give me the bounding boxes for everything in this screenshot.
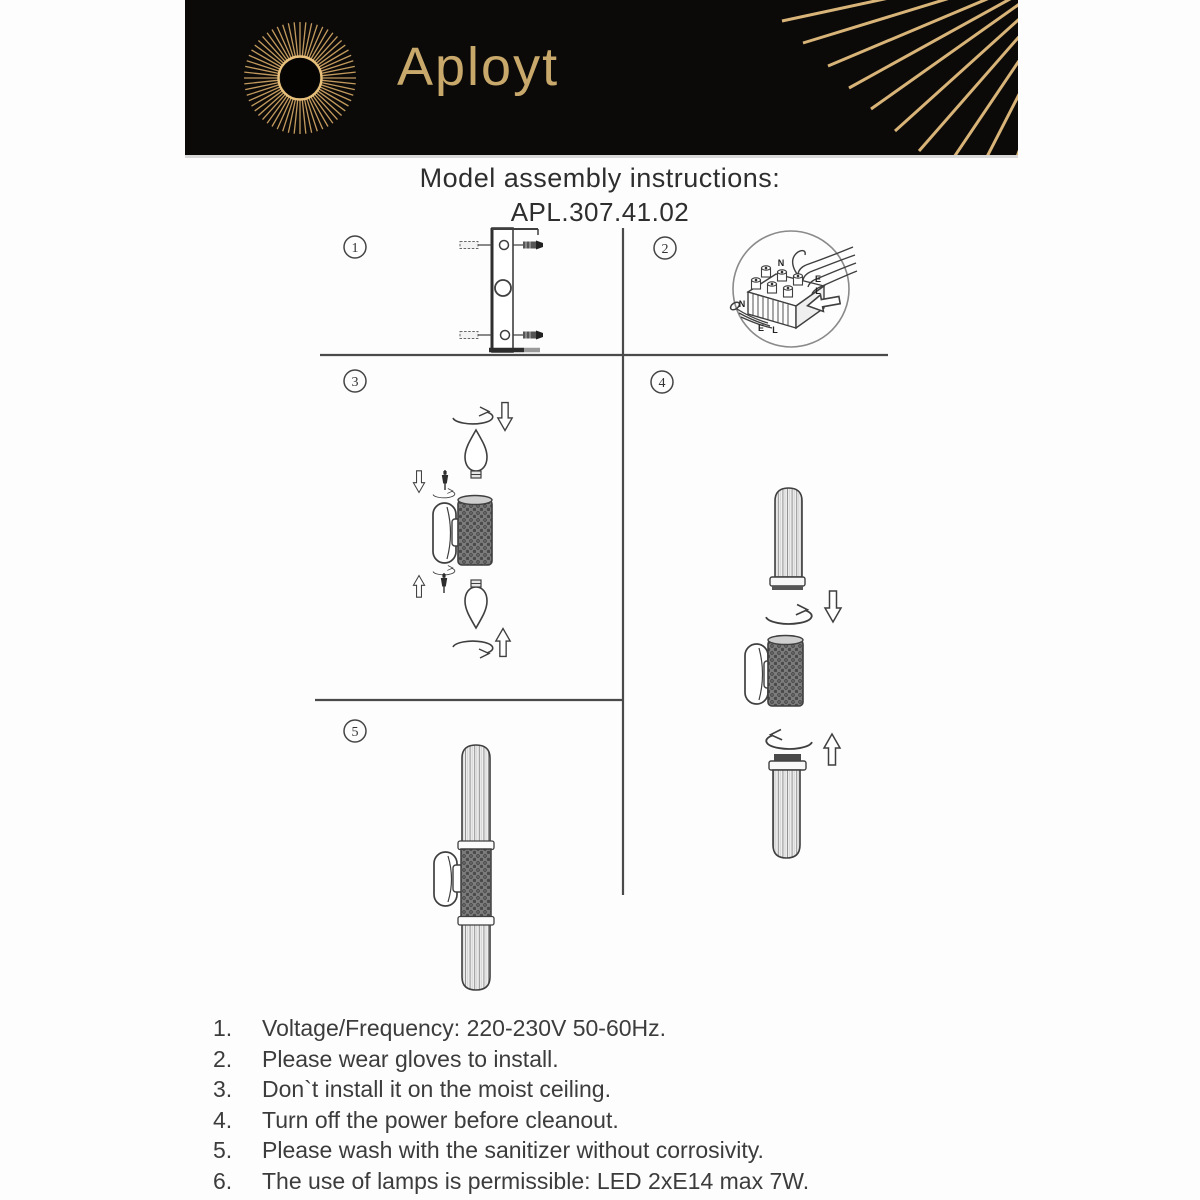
label-l-bottom: L bbox=[772, 325, 778, 335]
svg-text:4: 4 bbox=[658, 376, 666, 391]
instruction-item bbox=[0, 1105, 1200, 1136]
finial-screw bbox=[441, 573, 447, 593]
rotate-arrow-icon bbox=[453, 407, 493, 424]
instruction-number: 1. bbox=[213, 1015, 233, 1041]
brand-logo-text: Aployt bbox=[397, 37, 560, 97]
instruction-item bbox=[0, 1135, 1200, 1166]
bracket-hole-center bbox=[495, 280, 511, 296]
wall-anchor-top bbox=[460, 242, 492, 249]
wall-anchor-bottom bbox=[460, 332, 492, 339]
down-arrow-icon bbox=[498, 403, 512, 431]
instruction-text: Please wash with the sanitizer without corrosivity. bbox=[262, 1137, 764, 1163]
lamp-body bbox=[745, 636, 803, 707]
label-n-bottom: N bbox=[738, 299, 746, 309]
step-5-badge bbox=[344, 720, 366, 742]
step-2-badge bbox=[654, 237, 676, 259]
collar-top bbox=[458, 841, 494, 850]
candle-bulb-top bbox=[465, 430, 487, 478]
fluted-shade-bottom bbox=[769, 754, 806, 858]
instruction-list bbox=[0, 1013, 1200, 1196]
textured-center-shade bbox=[458, 500, 492, 565]
instruction-number: 5. bbox=[213, 1137, 233, 1163]
instruction-item bbox=[0, 1074, 1200, 1105]
up-arrow-icon bbox=[824, 734, 840, 765]
rotate-arrow-icon bbox=[433, 489, 455, 498]
step-2-diagram-wiring bbox=[729, 231, 857, 347]
instruction-item bbox=[0, 1013, 1200, 1044]
svg-text:5: 5 bbox=[351, 725, 359, 740]
down-arrow-icon bbox=[825, 591, 841, 622]
fluted-shade-top bbox=[770, 488, 805, 590]
label-n-top: N bbox=[777, 258, 785, 268]
model-number: APL.307.41.02 bbox=[510, 197, 690, 227]
step-1-badge bbox=[344, 236, 366, 258]
instruction-number: 3. bbox=[213, 1076, 233, 1102]
instruction-text: Please wear gloves to install. bbox=[262, 1045, 559, 1072]
instruction-text: Voltage/Frequency: 220-230V 50-60Hz. bbox=[262, 1015, 667, 1041]
screw-bottom bbox=[513, 331, 543, 340]
svg-text:3: 3 bbox=[351, 375, 359, 390]
rotate-arrow-icon bbox=[766, 730, 812, 749]
step-1-diagram-mounting-bracket bbox=[460, 228, 543, 352]
instruction-item bbox=[0, 1044, 1200, 1075]
instruction-text: The use of lamps is permissible: LED 2xE14 max 7W. bbox=[262, 1167, 810, 1194]
instruction-item bbox=[0, 1166, 1200, 1197]
down-arrow-icon bbox=[413, 471, 424, 493]
collar-bottom bbox=[458, 917, 494, 926]
textured-center-shade bbox=[768, 640, 803, 706]
svg-text:1: 1 bbox=[351, 241, 359, 256]
instruction-text: Turn off the power before cleanout. bbox=[262, 1106, 619, 1133]
instruction-number: 4. bbox=[213, 1106, 233, 1133]
svg-text:2: 2 bbox=[661, 242, 669, 257]
textured-center-shade bbox=[461, 849, 491, 917]
lamp-body bbox=[433, 496, 492, 566]
terminal-block bbox=[748, 266, 824, 328]
bracket-hole-top bbox=[500, 241, 509, 250]
step-4-diagram-shade-assembly bbox=[745, 488, 841, 858]
page-title: Model assembly instructions: bbox=[419, 163, 781, 193]
up-arrow-icon bbox=[413, 576, 424, 598]
instruction-text: Don`t install it on the moist ceiling. bbox=[262, 1076, 611, 1102]
step-3-badge bbox=[344, 370, 366, 392]
instruction-number: 6. bbox=[213, 1167, 233, 1194]
label-e-top: E bbox=[814, 274, 822, 284]
finial-screw bbox=[442, 470, 448, 490]
screw-top bbox=[513, 241, 543, 250]
rotate-arrow-icon bbox=[453, 641, 493, 658]
up-arrow-icon bbox=[496, 629, 510, 657]
bracket-hole-bottom bbox=[501, 331, 510, 340]
step-4-badge bbox=[651, 371, 673, 393]
step-3-diagram-bulb-assembly bbox=[413, 403, 512, 658]
label-l-top: L bbox=[815, 286, 821, 296]
rotate-arrow-icon bbox=[766, 605, 812, 624]
instruction-number: 2. bbox=[213, 1045, 233, 1072]
step-5-diagram-finished-lamp bbox=[434, 745, 494, 990]
label-e-bottom: E bbox=[757, 323, 765, 333]
candle-bulb-bottom bbox=[465, 580, 487, 628]
